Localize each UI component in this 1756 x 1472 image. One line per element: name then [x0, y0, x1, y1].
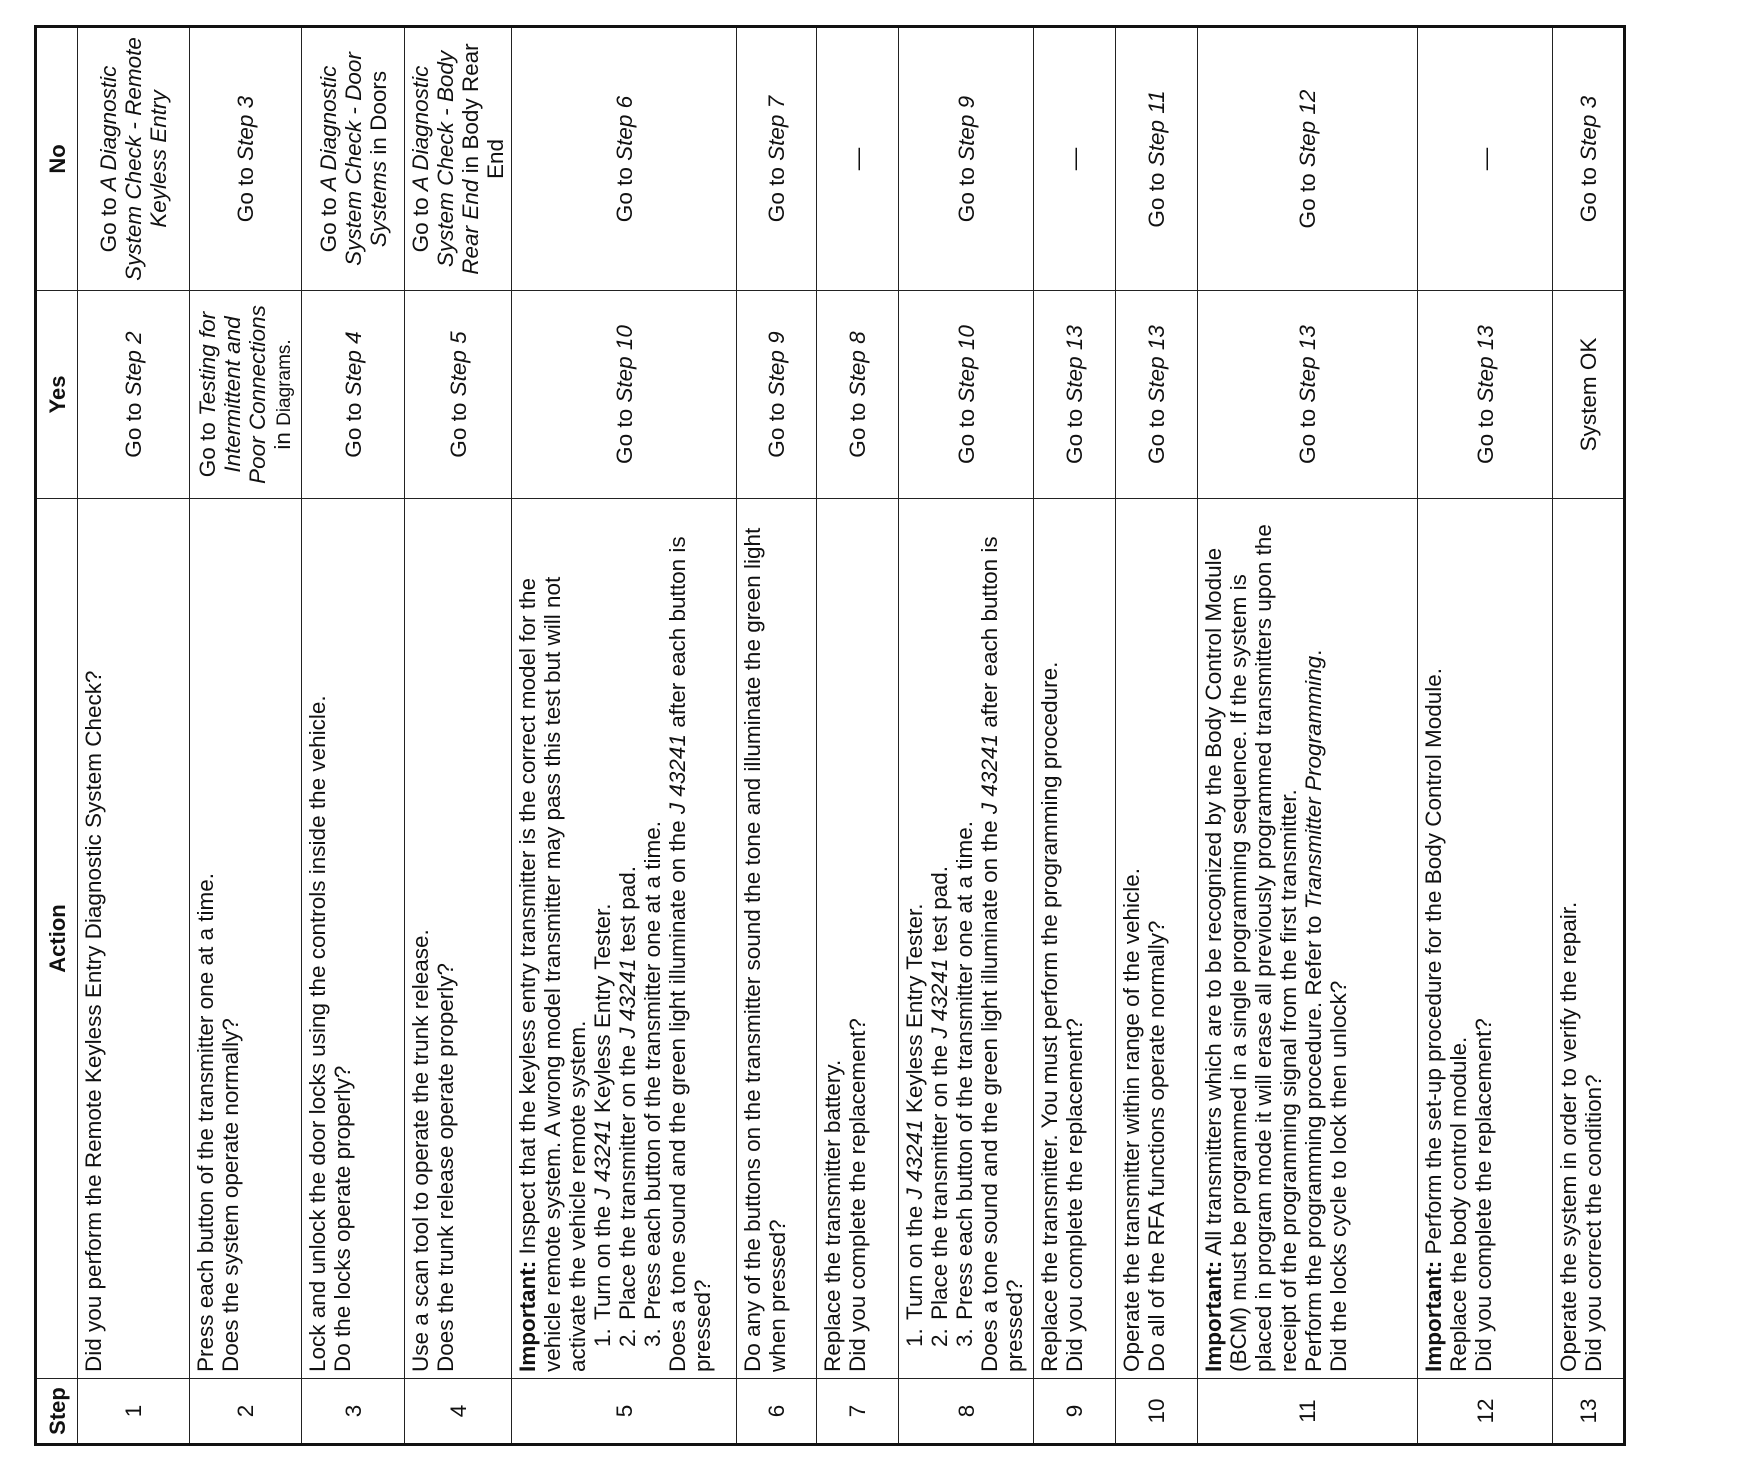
important-text: Perform the set-up procedure for the Body Control Module. [1421, 667, 1446, 1261]
no-prefix: Go to [233, 160, 258, 223]
action-question: Did the locks cycle to lock then unlock? [1326, 980, 1351, 1372]
table-row [737, 27, 817, 1445]
yes-prefix: Go to [764, 396, 789, 458]
tool-ref: J 43241 [977, 734, 1002, 815]
yes-ref: Step 10 [953, 325, 979, 403]
action-question [665, 505, 715, 1372]
no-prefix: Go to [1295, 167, 1320, 229]
yes-cell [512, 291, 737, 499]
no-cell [405, 27, 512, 291]
no-prefix: Go to [408, 191, 433, 253]
list-item [952, 505, 977, 1322]
action-question: Did you correct the condition? [1581, 1074, 1606, 1372]
no-cell: — [1034, 27, 1116, 291]
header-no: No [36, 27, 78, 291]
yes-prefix: Go to [121, 396, 146, 458]
yes-prefix: Go to [611, 402, 637, 464]
yes-cell [78, 291, 190, 499]
step-number: 6 [737, 1379, 817, 1445]
step-number: 8 [899, 1379, 1034, 1445]
action-question: Do any of the buttons on the transmitter sound the tone and illuminate the green light when pressed? [740, 527, 790, 1372]
table-header-row [36, 27, 78, 1445]
table-row [190, 27, 302, 1445]
table-row [1553, 27, 1625, 1445]
list-item [640, 505, 665, 1322]
diagnostic-table [34, 25, 1626, 1446]
header-step: Step [36, 1379, 78, 1445]
no-ref: Step 7 [764, 95, 789, 161]
yes-prefix: Go to [445, 396, 471, 458]
step-number: 10 [1116, 1379, 1198, 1445]
yes-cell [302, 291, 405, 499]
action-cell [737, 499, 817, 1379]
action-question: Did you complete the replacement? [845, 1018, 870, 1372]
no-cell [737, 27, 817, 291]
list-text: Place the transmitter on the [927, 1038, 952, 1320]
no-prefix: Go to [764, 160, 789, 223]
list-item [590, 505, 615, 1322]
yes-ref: Step 5 [445, 331, 471, 397]
list-text: Place the transmitter on the [615, 1038, 640, 1320]
no-prefix: Go to [953, 160, 979, 223]
no-cell [302, 27, 405, 291]
yes-cell [817, 291, 899, 499]
action-instruction: Operate the system in order to verify the repair. [1556, 901, 1581, 1372]
action-cell [78, 499, 190, 1379]
yes-cell [1034, 291, 1116, 499]
no-cell: — [1418, 27, 1553, 291]
yes-ref: Step 9 [764, 331, 789, 397]
action-instruction: Replace the transmitter. You must perform the programming procedure. [1037, 661, 1062, 1372]
no-ref: A Diagnostic System Check - Remote Keyless Entry [96, 37, 171, 281]
yes-ref: Step 13 [1472, 325, 1498, 403]
step-number: 2 [190, 1379, 302, 1445]
yes-prefix: Go to [953, 402, 979, 464]
instruction-text: . [1301, 649, 1326, 656]
no-ref: Step 3 [233, 95, 258, 161]
table-row [1034, 27, 1116, 1445]
action-cell [817, 499, 899, 1379]
no-cell [190, 27, 302, 291]
list-item [902, 505, 927, 1322]
no-ref: Step 3 [1575, 95, 1601, 161]
yes-prefix: Go to [1472, 402, 1498, 464]
yes-prefix: Go to [194, 415, 220, 478]
action-instruction: Use a scan tool to operate the trunk release. [408, 929, 433, 1372]
important-label: Important: [1201, 1260, 1226, 1372]
yes-ref: Step 4 [340, 331, 366, 397]
yes-ref: Step 13 [1062, 325, 1087, 403]
yes-ref: Step 13 [1144, 325, 1169, 403]
tool-ref: J 43241 [615, 958, 640, 1039]
step-number: 12 [1418, 1379, 1553, 1445]
list-text: Press each button of the transmitter one at a time. [952, 820, 977, 1320]
no-cell [1198, 27, 1418, 291]
question-text: after each button is pressed? [977, 536, 1027, 1372]
procedure-list [902, 505, 977, 1372]
no-ref: Step 6 [611, 95, 637, 161]
important-note [1421, 505, 1446, 1372]
step-number: 1 [78, 1379, 190, 1445]
list-text: Turn on the [902, 1199, 927, 1320]
no-ref: A Diagnostic System Check - Door Systems [315, 52, 391, 266]
tool-ref: J 43241 [927, 958, 952, 1039]
yes-cell [190, 291, 302, 499]
yes-cell: System OK [1553, 291, 1625, 499]
yes-ref: Step 13 [1295, 325, 1320, 403]
yes-prefix: Go to [1062, 402, 1087, 464]
question-text: Does a tone sound and the green light illuminate on the [665, 814, 690, 1372]
list-text: Keyless Entry Tester. [902, 903, 927, 1120]
action-cell [190, 499, 302, 1379]
important-note [1201, 505, 1301, 1372]
action-cell [405, 499, 512, 1379]
action-instruction: Lock and unlock the door locks using the controls inside the vehicle. [305, 695, 330, 1372]
list-text: Keyless Entry Tester. [590, 903, 615, 1120]
no-ref: Step 12 [1295, 89, 1320, 168]
action-question: Does the system operate normally? [218, 1018, 243, 1372]
question-text: after each button is pressed? [665, 536, 715, 1372]
step-number: 11 [1198, 1379, 1418, 1445]
action-cell [899, 499, 1034, 1379]
no-cell [1116, 27, 1198, 291]
action-question: Did you perform the Remote Keyless Entry Diagnostic System Check? [81, 670, 106, 1372]
yes-cell [405, 291, 512, 499]
list-text: test pad. [927, 865, 952, 959]
yes-prefix: Go to [1295, 402, 1320, 464]
action-instruction: Operate the transmitter within range of the vehicle. [1119, 867, 1144, 1372]
table-row [1418, 27, 1553, 1445]
no-ref: A Diagnostic System Check - Body Rear End [408, 50, 483, 275]
yes-cell [737, 291, 817, 499]
no-post: in Doors [365, 70, 391, 161]
action-instruction: Replace the body control module. [1446, 1036, 1471, 1372]
action-instruction [1301, 505, 1326, 1372]
table-row [302, 27, 405, 1445]
list-item [615, 505, 640, 1322]
table-row [1198, 27, 1418, 1445]
yes-cell [1418, 291, 1553, 499]
action-cell [1034, 499, 1116, 1379]
action-question: Did you complete the replacement? [1471, 1018, 1496, 1372]
yes-prefix: Go to [845, 396, 870, 458]
action-instruction: Replace the transmitter battery. [820, 1059, 845, 1372]
no-cell [78, 27, 190, 291]
yes-ref: Step 8 [845, 331, 870, 397]
table-row [512, 27, 737, 1445]
action-question: Did you complete the replacement? [1062, 1018, 1087, 1372]
step-number: 4 [405, 1379, 512, 1445]
table-row [899, 27, 1034, 1445]
table-row [817, 27, 899, 1445]
list-text: test pad. [615, 865, 640, 959]
yes-cell [899, 291, 1034, 499]
important-note [515, 505, 590, 1372]
action-cell [1418, 499, 1553, 1379]
list-item [927, 505, 952, 1322]
action-question: Do all of the RFA functions operate normally? [1144, 920, 1169, 1372]
action-cell [302, 499, 405, 1379]
important-label: Important: [1421, 1260, 1446, 1372]
list-text: Press each button of the transmitter one at a time. [640, 820, 665, 1320]
no-prefix: Go to [1575, 160, 1601, 223]
no-prefix: Go to [1144, 166, 1169, 228]
no-post: in Body Rear End [458, 43, 508, 180]
no-cell: — [817, 27, 899, 291]
no-prefix: Go to [96, 191, 121, 253]
yes-prefix: Go to [340, 396, 366, 458]
important-text: All transmitters which are to be recognized by the Body Control Module (BCM) must be programmed in a single programming sequence. If the system is placed in program mode it will erase all previously programmed transmitters upon the receipt of the programming signal from the first transmitter. [1201, 524, 1301, 1372]
action-cell [1116, 499, 1198, 1379]
instruction-text: Perform the programming procedure. Refer to [1301, 909, 1326, 1372]
yes-ref: Step 2 [121, 331, 146, 397]
important-text: Inspect that the keyless entry transmitter is the correct model for the vehicle remote system. A wrong model transmitter may pass this test but will not activate the vehicle remote system. [515, 576, 590, 1372]
tool-ref: J 43241 [665, 734, 690, 815]
header-yes: Yes [36, 291, 78, 499]
yes-mid: in [269, 425, 295, 450]
tool-ref: J 43241 [590, 1119, 615, 1200]
no-cell [512, 27, 737, 291]
list-text: Turn on the [590, 1199, 615, 1320]
tool-ref: J 43241 [902, 1119, 927, 1200]
no-ref: Step 9 [953, 95, 979, 161]
procedure-ref: Transmitter Programming [1301, 655, 1326, 910]
question-text: Does a tone sound and the green light illuminate on the [977, 814, 1002, 1372]
no-ref: Step 11 [1144, 90, 1169, 167]
step-number: 5 [512, 1379, 737, 1445]
step-number: 9 [1034, 1379, 1116, 1445]
table-row [1116, 27, 1198, 1445]
action-instruction: Press each button of the transmitter one at a time. [193, 872, 218, 1372]
action-question: Do the locks operate properly? [330, 1065, 355, 1372]
procedure-list [590, 505, 665, 1372]
no-cell [1553, 27, 1625, 291]
action-cell [1553, 499, 1625, 1379]
yes-cell [1198, 291, 1418, 499]
table-row [405, 27, 512, 1445]
header-action: Action [36, 499, 78, 1379]
step-number: 3 [302, 1379, 405, 1445]
yes-ref: Step 10 [611, 325, 637, 403]
table-row [78, 27, 190, 1445]
no-prefix: Go to [611, 160, 637, 223]
no-cell [899, 27, 1034, 291]
step-number: 13 [1553, 1379, 1625, 1445]
yes-post: Diagrams. [273, 339, 295, 426]
action-cell [1198, 499, 1418, 1379]
action-question [977, 505, 1027, 1372]
no-prefix: Go to [315, 191, 341, 253]
yes-ref: Testing for Intermittent and Poor Connections [194, 305, 270, 484]
action-cell [512, 499, 737, 1379]
important-label: Important: [515, 1260, 540, 1372]
step-number: 7 [817, 1379, 899, 1445]
yes-cell [1116, 291, 1198, 499]
yes-prefix: Go to [1144, 402, 1169, 464]
action-question: Does the trunk release operate properly? [433, 963, 458, 1372]
